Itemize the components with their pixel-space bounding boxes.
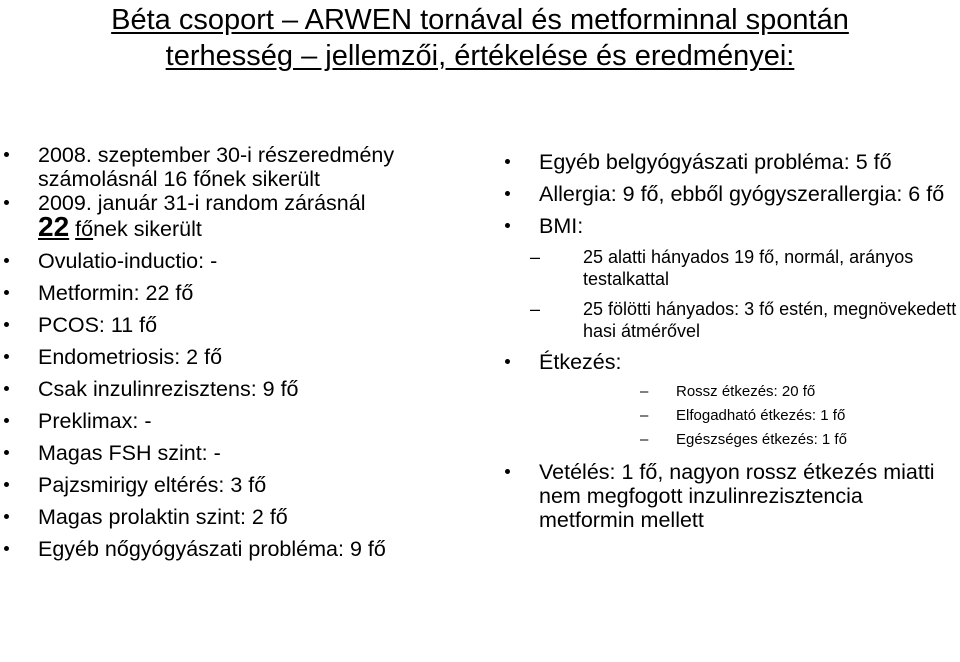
item-text: Preklimax: - — [38, 409, 152, 433]
list-item — [0, 191, 480, 241]
bullet-icon — [4, 258, 9, 263]
dash-icon: – — [530, 247, 541, 267]
list-item — [0, 409, 480, 433]
item-text: 2009. január 31-i random zárásnál — [38, 191, 366, 215]
item-text: Elfogadható étkezés: 1 fő — [676, 407, 846, 424]
item-text: Magas prolaktin szint: 2 fő — [38, 505, 288, 529]
item-text: Allergia: 9 fő, ebből gyógyszerallergia: 6 fő — [539, 182, 945, 206]
item-text: 25 fölötti hányados: 3 fő estén, megnövekedett hasi átmérővel — [583, 299, 957, 341]
list-item — [0, 249, 480, 273]
item-text: 25 alatti hányados 19 fő, normál, arányos testalkattal — [583, 247, 914, 289]
list-item — [500, 150, 960, 174]
bullet-icon — [4, 354, 9, 359]
item-text: Egyéb nőgyógyászati probléma: 9 fő — [38, 537, 386, 561]
sub-sub-list-item — [500, 382, 960, 402]
item-text: Csak inzulinrezisztens: 9 fő — [38, 377, 299, 401]
bullet-icon — [4, 290, 9, 295]
bullet-icon — [505, 359, 510, 364]
item-text: Étkezés: — [539, 350, 622, 374]
list-item — [0, 143, 480, 191]
dash-icon: – — [640, 383, 649, 400]
dash-icon: – — [530, 299, 541, 319]
list-item — [500, 350, 960, 374]
item-text: Pajzsmirigy eltérés: 3 fő — [38, 473, 267, 497]
bullet-icon — [4, 450, 9, 455]
item-text: 2008. szeptember 30-i részeredmény számolásnál 16 főnek sikerült — [38, 143, 395, 191]
bullet-icon — [4, 386, 9, 391]
item-text: Egészséges étkezés: 1 fő — [676, 431, 847, 448]
list-item — [500, 460, 960, 532]
count-highlight: 22 — [38, 211, 70, 242]
right-column — [500, 150, 960, 540]
bullet-icon — [505, 223, 510, 228]
bullet-icon — [4, 200, 9, 205]
item-text: Metformin: 22 fő — [38, 281, 194, 305]
list-item — [0, 537, 480, 561]
list-item — [0, 473, 480, 497]
item-text: Rossz étkezés: 20 fő — [676, 383, 816, 400]
list-item — [500, 182, 960, 206]
list-item — [0, 281, 480, 305]
item-text: PCOS: 11 fő — [38, 313, 158, 337]
item-text: Egyéb belgyógyászati probléma: 5 fő — [539, 150, 892, 174]
bullet-icon — [4, 418, 9, 423]
bullet-icon — [505, 159, 510, 164]
bullet-icon — [4, 514, 9, 519]
item-text: Magas FSH szint: - — [38, 441, 221, 465]
bullet-icon — [505, 469, 510, 474]
list-item — [0, 313, 480, 337]
sub-sub-list-item — [500, 406, 960, 426]
list-item — [0, 441, 480, 465]
title-line-2: terhesség – jellemzői, értékelése és eredményei: — [165, 40, 795, 72]
item-text: Endometriosis: 2 fő — [38, 345, 223, 369]
title-line-1: Béta csoport – ARWEN tornával és metforminnal spontán — [111, 4, 849, 36]
sub-list-item — [500, 298, 960, 342]
list-item — [0, 345, 480, 369]
item-text: BMI: — [539, 214, 584, 238]
sub-sub-list-item — [500, 430, 960, 450]
fo-underlined: fő — [75, 217, 94, 241]
list-item — [0, 377, 480, 401]
bullet-icon — [4, 482, 9, 487]
list-item — [0, 505, 480, 529]
bullet-icon — [4, 152, 9, 157]
bullet-icon — [505, 191, 510, 196]
bullet-icon — [4, 546, 9, 551]
item-text: Ovulatio-inductio: - — [38, 249, 218, 273]
item-text: Vetélés: 1 fő, nagyon rossz étkezés miatti nem megfogott inzulinrezisztencia metformin mellett — [539, 460, 935, 532]
list-item — [500, 214, 960, 238]
bullet-icon — [4, 322, 9, 327]
item-text: nek sikerült — [93, 217, 202, 241]
sub-list-item — [500, 246, 960, 290]
left-column — [0, 143, 480, 569]
dash-icon: – — [640, 407, 649, 424]
slide-title — [0, 2, 960, 74]
dash-icon: – — [640, 431, 649, 448]
